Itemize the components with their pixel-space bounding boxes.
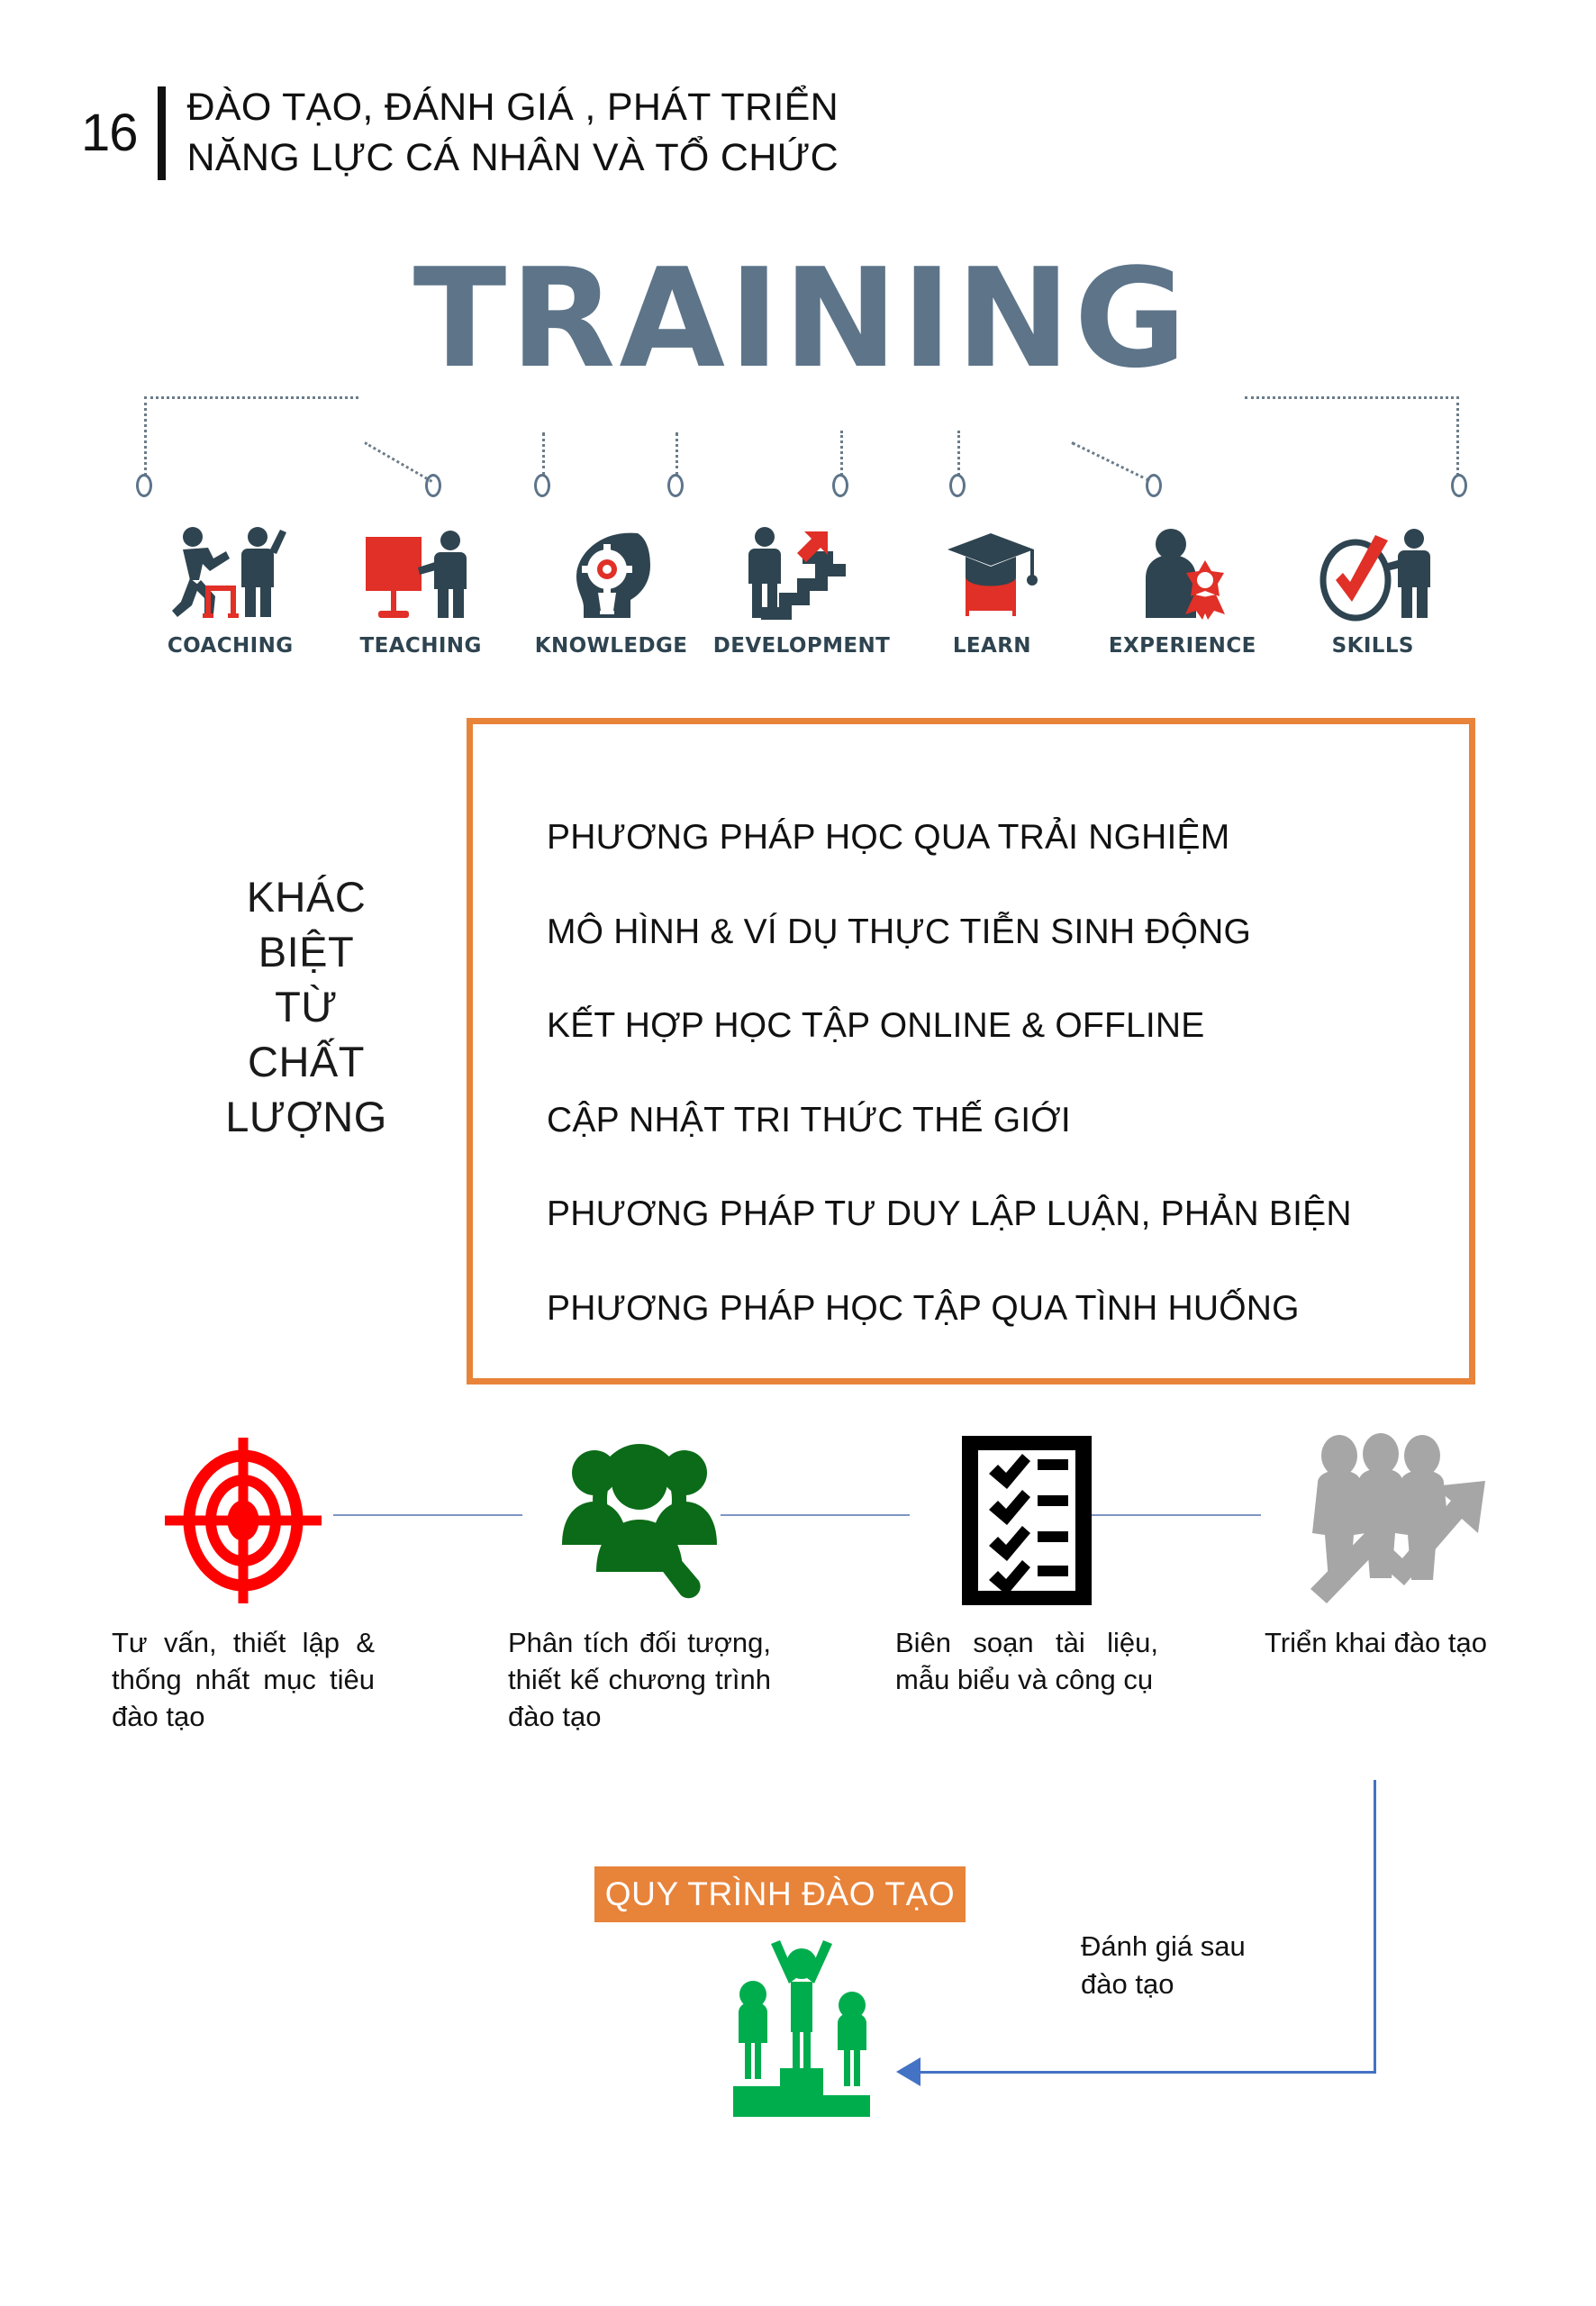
training-item-experience [1087,504,1277,658]
differentiator-heading [162,869,450,1144]
training-label-teaching: TEACHING [359,634,482,658]
page-title [187,83,839,184]
drop-line-development [676,432,678,476]
diag-line-teaching [364,441,432,483]
diag-line-extra [1071,441,1150,482]
training-item-knowledge [516,504,706,658]
people-growth-arrow-icon [1261,1423,1531,1617]
drop-line-learn [840,431,843,476]
drop-line-experience [957,431,960,476]
ring-coaching [136,474,152,497]
drop-line-coaching [144,396,147,476]
page-title-line-2: NĂNG LỰC CÁ NHÂN VÀ TỔ CHỨC [186,135,839,179]
process-banner [594,1866,966,1922]
bus-line-left [144,396,358,399]
hanging-connector-lines [135,396,1468,495]
differentiator-points-list [547,816,1433,1330]
differentiator-heading-line: TỪ [275,983,338,1031]
flow-step-3-caption: Biên soạn tài liệu, mẫu biểu và công cụ [895,1627,1158,1696]
flow-step-1 [108,1423,378,1736]
header-divider-rule [158,86,166,180]
training-label-coaching: COACHING [167,634,294,658]
differentiator-point: PHƯƠNG PHÁP HỌC TẬP QUA TÌNH HUỐNG [547,1288,1300,1328]
people-search-icon [504,1423,775,1617]
differentiator-heading-line: BIỆT [258,928,355,976]
checkmark-circle-icon [1305,519,1440,625]
feedback-arrow-head-icon [896,2057,920,2086]
differentiator-point: CẬP NHẬT TRI THỨC THẾ GIỚI [547,1100,1071,1139]
whiteboard-icon [353,519,488,625]
differentiator-heading-line: CHẤT [248,1038,365,1086]
training-item-coaching [135,504,325,658]
flow-step-1-caption: Tư vấn, thiết lập & thống nhất mục tiêu đào tạo [112,1627,375,1733]
differentiator-heading-line: KHÁC [246,873,367,921]
ring-development [667,474,684,497]
ring-extra [1146,474,1162,497]
post-training-evaluation-label [1081,1928,1351,2002]
flow-step-4 [1261,1423,1531,1661]
target-crosshair-icon [108,1423,378,1617]
award-ribbon-icon [1115,519,1250,625]
training-label-development: DEVELOPMENT [712,634,891,658]
winners-podium-icon [703,1937,901,2117]
stairs-arrow-icon [734,519,869,625]
training-item-skills [1278,504,1468,658]
bus-line-right [1245,396,1459,399]
graduation-book-icon [924,519,1059,625]
flow-step-2-caption: Phân tích đối tượng, thiết kế chương trình đào tạo [508,1627,771,1733]
flow-step-3 [892,1423,1162,1698]
training-infographic [135,239,1468,658]
training-wordmark: TRAINING [413,239,1191,398]
training-label-learn: LEARN [952,634,1031,658]
hurdle-runner-icon [163,519,298,625]
page-title-line-1: ĐÀO TẠO, ĐÁNH GIÁ , PHÁT TRIỂN [186,86,839,129]
differentiator-point: MÔ HÌNH & VÍ DỤ THỰC TIỄN SINH ĐỘNG [547,912,1252,951]
training-label-experience: EXPERIENCE [1108,634,1256,658]
flow-step-2 [504,1423,775,1736]
ring-experience [949,474,966,497]
drop-line-skills [1456,396,1459,476]
page-number: 16 [81,103,138,162]
ring-teaching [425,474,441,497]
ring-learn [832,474,848,497]
differentiator-point: PHƯƠNG PHÁP HỌC QUA TRẢI NGHIỆM [547,818,1230,857]
feedback-arrow-horizontal-segment [917,2071,1376,2074]
differentiator-point: KẾT HỢP HỌC TẬP ONLINE & OFFLINE [547,1006,1205,1046]
head-gear-bulb-icon [544,519,679,625]
differentiator-point: PHƯƠNG PHÁP TƯ DUY LẬP LUẬN, PHẢN BIỆN [547,1194,1352,1234]
flow-step-4-caption: Triển khai đào tạo [1265,1627,1488,1658]
training-label-skills: SKILLS [1331,634,1414,658]
training-process-flow [0,1423,1596,1733]
training-item-teaching [325,504,515,658]
training-item-learn [897,504,1087,658]
ring-knowledge [534,474,550,497]
training-label-knowledge: KNOWLEDGE [534,634,688,658]
differentiator-heading-line: LƯỢNG [225,1093,387,1141]
training-icon-row [135,504,1468,658]
ring-skills [1451,474,1467,497]
post-training-evaluation-line-1: Đánh giá sau [1081,1930,1246,1962]
feedback-arrow-vertical-segment [1374,1780,1376,2074]
page-header [81,83,839,184]
drop-line-knowledge [542,432,545,476]
training-item-development [706,504,896,658]
process-banner-label: QUY TRÌNH ĐÀO TẠO [604,1875,956,1912]
post-training-evaluation-line-2: đào tạo [1081,1967,1174,2000]
checklist-clipboard-icon [892,1423,1162,1617]
differentiator-points-box [467,718,1475,1385]
